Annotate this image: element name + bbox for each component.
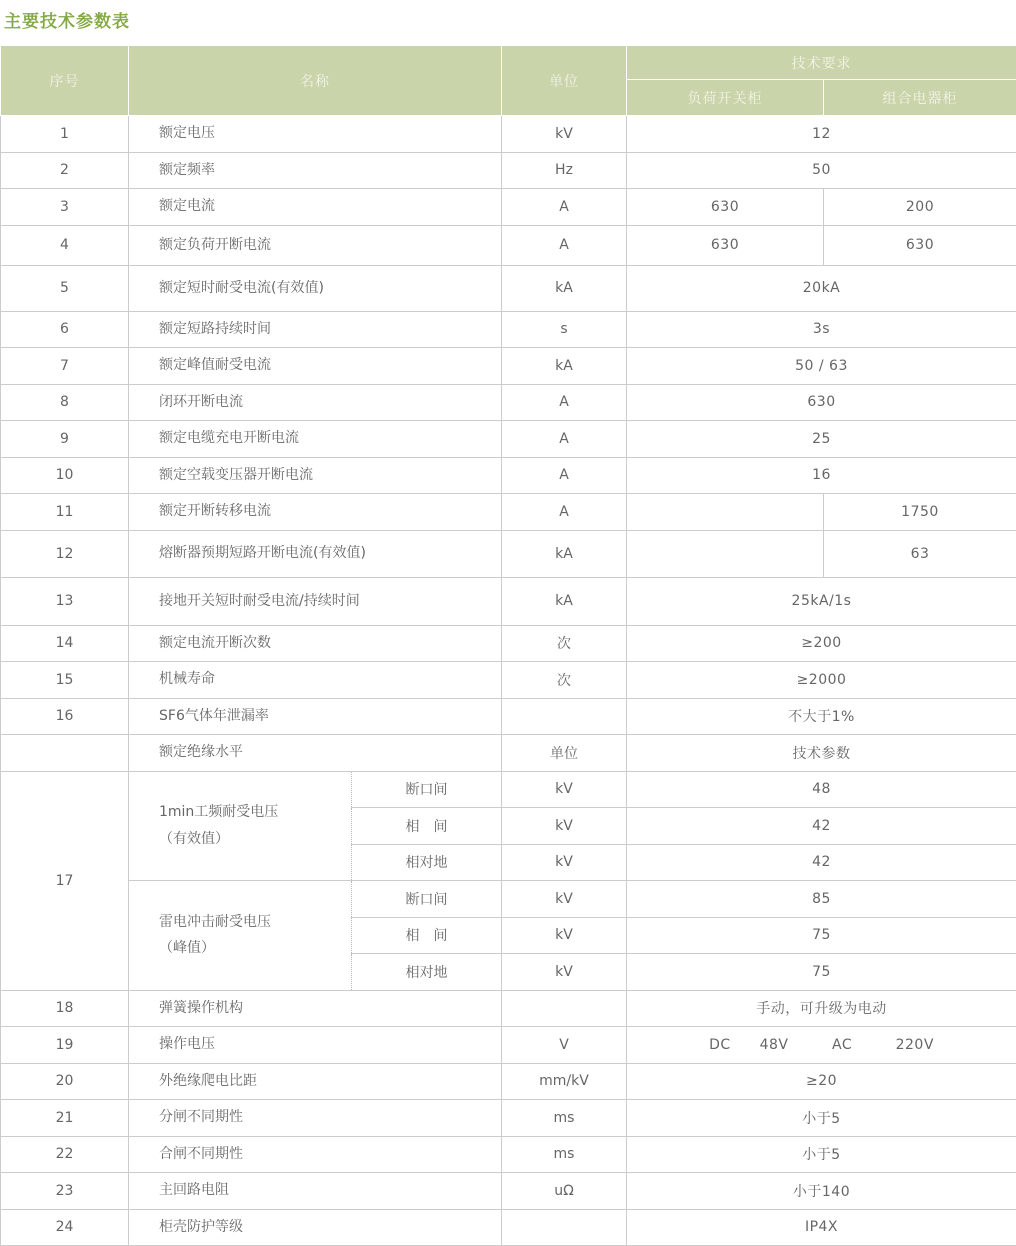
row-value: 42 [627, 844, 1016, 881]
row-value: 小于5 [627, 1136, 1016, 1173]
row-value: DC 48V AC 220V [627, 1027, 1016, 1064]
row-serial: 20 [1, 1063, 129, 1100]
row-name: 闭环开断电流 [129, 384, 502, 421]
row-name: 额定开断转移电流 [129, 494, 502, 531]
row-name: 额定负荷开断电流 [129, 225, 502, 265]
row-value: 技术参数 [627, 735, 1016, 772]
table-row [1, 152, 1016, 189]
row-unit [502, 990, 627, 1027]
row-name: 主回路电阻 [129, 1173, 502, 1210]
row-group-name [129, 881, 352, 991]
row-value-combined: 1750 [824, 494, 1016, 531]
row-serial: 13 [1, 577, 129, 625]
header-load-switch-cabinet: 负荷开关柜 [627, 80, 824, 116]
row-unit: A [502, 457, 627, 494]
table-row [1, 990, 1016, 1027]
row-unit: kV [502, 881, 627, 918]
row-unit: A [502, 225, 627, 265]
row-value: 25kA/1s [627, 577, 1016, 625]
row-unit: kV [502, 771, 627, 808]
table-body [1, 116, 1016, 1246]
row-unit: s [502, 311, 627, 348]
row-serial: 24 [1, 1209, 129, 1246]
row-unit: kV [502, 116, 627, 153]
table-row [1, 421, 1016, 458]
row-unit: A [502, 384, 627, 421]
row-name: 额定短路持续时间 [129, 311, 502, 348]
row-unit: kA [502, 265, 627, 311]
row-unit: mm/kV [502, 1063, 627, 1100]
row-name: SF6气体年泄漏率 [129, 698, 502, 735]
row-sub-label: 相 间 [352, 808, 502, 845]
row-value: ≥20 [627, 1063, 1016, 1100]
row-value-combined: 200 [824, 189, 1016, 226]
row-serial: 1 [1, 116, 129, 153]
row-serial: 15 [1, 662, 129, 699]
group-name-line1: 雷电冲击耐受电压 [159, 909, 351, 936]
row-unit: kV [502, 954, 627, 991]
row-name: 额定频率 [129, 152, 502, 189]
row-name: 机械寿命 [129, 662, 502, 699]
row-serial: 12 [1, 530, 129, 577]
row-name: 操作电压 [129, 1027, 502, 1064]
row-value: IP4X [627, 1209, 1016, 1246]
table-row [1, 771, 1016, 808]
row-value: 12 [627, 116, 1016, 153]
row-value: 16 [627, 457, 1016, 494]
row-unit: kA [502, 530, 627, 577]
row-unit: uΩ [502, 1173, 627, 1210]
row-value: 3s [627, 311, 1016, 348]
row-serial [1, 735, 129, 772]
row-value: 不大于1% [627, 698, 1016, 735]
table-row [1, 698, 1016, 735]
row-unit [502, 698, 627, 735]
table-row [1, 1136, 1016, 1173]
row-serial: 10 [1, 457, 129, 494]
row-name: 分闸不同期性 [129, 1100, 502, 1137]
row-value: 小于5 [627, 1100, 1016, 1137]
row-name: 外绝缘爬电比距 [129, 1063, 502, 1100]
row-name: 弹簧操作机构 [129, 990, 502, 1027]
table-row [1, 1063, 1016, 1100]
row-unit: 次 [502, 625, 627, 662]
row-value-load-switch [627, 494, 824, 531]
row-value: 50 [627, 152, 1016, 189]
row-sub-label: 断口间 [352, 881, 502, 918]
row-unit: kV [502, 808, 627, 845]
row-value-load-switch [627, 530, 824, 577]
table-row [1, 530, 1016, 577]
row-unit: 次 [502, 662, 627, 699]
row-sub-label: 断口间 [352, 771, 502, 808]
row-value: 75 [627, 917, 1016, 954]
table-row [1, 881, 1016, 918]
row-value: ≥200 [627, 625, 1016, 662]
table-row [1, 735, 1016, 772]
row-name: 额定电压 [129, 116, 502, 153]
row-serial: 23 [1, 1173, 129, 1210]
table-row [1, 1209, 1016, 1246]
row-serial: 6 [1, 311, 129, 348]
row-unit: A [502, 189, 627, 226]
table-row [1, 1027, 1016, 1064]
row-value: 20kA [627, 265, 1016, 311]
row-value: 48 [627, 771, 1016, 808]
row-unit: kA [502, 577, 627, 625]
row-serial: 14 [1, 625, 129, 662]
row-group-name [129, 771, 352, 881]
row-unit: V [502, 1027, 627, 1064]
row-name: 额定峰值耐受电流 [129, 348, 502, 385]
table-row [1, 189, 1016, 226]
row-value: 85 [627, 881, 1016, 918]
row-name: 额定电流开断次数 [129, 625, 502, 662]
group-name-line1: 1min工频耐受电压 [159, 799, 351, 826]
page-title: 主要技术参数表 [0, 0, 1016, 32]
row-serial: 22 [1, 1136, 129, 1173]
row-serial: 19 [1, 1027, 129, 1064]
row-serial: 3 [1, 189, 129, 226]
row-value: ≥2000 [627, 662, 1016, 699]
row-serial: 18 [1, 990, 129, 1027]
table-row [1, 265, 1016, 311]
row-name: 熔断器预期短路开断电流(有效值) [129, 530, 502, 577]
header-serial: 序号 [1, 46, 129, 116]
row-unit: kA [502, 348, 627, 385]
row-serial: 8 [1, 384, 129, 421]
table-row [1, 225, 1016, 265]
row-sub-label: 相对地 [352, 844, 502, 881]
row-serial: 21 [1, 1100, 129, 1137]
row-unit: kV [502, 917, 627, 954]
table-row [1, 625, 1016, 662]
row-serial: 11 [1, 494, 129, 531]
row-value-combined: 63 [824, 530, 1016, 577]
row-unit: kV [502, 844, 627, 881]
row-serial: 4 [1, 225, 129, 265]
row-name: 合闸不同期性 [129, 1136, 502, 1173]
row-name: 额定电流 [129, 189, 502, 226]
technical-parameters-table [0, 45, 1016, 1246]
header-row-top [1, 46, 1016, 80]
table-row [1, 348, 1016, 385]
row-serial: 7 [1, 348, 129, 385]
header-unit: 单位 [502, 46, 627, 116]
table-row [1, 494, 1016, 531]
row-serial-section: 17 [1, 771, 129, 990]
row-name: 接地开关短时耐受电流/持续时间 [129, 577, 502, 625]
row-value-combined: 630 [824, 225, 1016, 265]
row-serial: 5 [1, 265, 129, 311]
row-unit: A [502, 421, 627, 458]
header-name: 名称 [129, 46, 502, 116]
row-name: 额定电缆充电开断电流 [129, 421, 502, 458]
row-value: 小于140 [627, 1173, 1016, 1210]
row-serial: 9 [1, 421, 129, 458]
row-unit: ms [502, 1100, 627, 1137]
row-value: 50 / 63 [627, 348, 1016, 385]
row-name: 额定空载变压器开断电流 [129, 457, 502, 494]
row-value: 手动，可升级为电动 [627, 990, 1016, 1027]
row-sub-label: 相 间 [352, 917, 502, 954]
table-row [1, 1173, 1016, 1210]
row-serial: 2 [1, 152, 129, 189]
table-header [1, 46, 1016, 116]
row-unit: 单位 [502, 735, 627, 772]
group-name-line2: （峰值） [159, 935, 351, 962]
table-row [1, 384, 1016, 421]
header-tech-req: 技术要求 [627, 46, 1016, 80]
table-row [1, 116, 1016, 153]
table-row [1, 1100, 1016, 1137]
table-row [1, 577, 1016, 625]
row-unit: Hz [502, 152, 627, 189]
row-serial: 16 [1, 698, 129, 735]
row-unit: ms [502, 1136, 627, 1173]
row-name: 柜壳防护等级 [129, 1209, 502, 1246]
row-value: 75 [627, 954, 1016, 991]
group-name-line2: （有效值） [159, 826, 351, 853]
row-value: 630 [627, 384, 1016, 421]
table-row [1, 662, 1016, 699]
row-name: 额定短时耐受电流(有效值) [129, 265, 502, 311]
table-row [1, 457, 1016, 494]
row-sub-label: 相对地 [352, 954, 502, 991]
header-combined-cabinet: 组合电器柜 [824, 80, 1016, 116]
row-value: 25 [627, 421, 1016, 458]
row-value-load-switch: 630 [627, 189, 824, 226]
row-unit: A [502, 494, 627, 531]
row-value-load-switch: 630 [627, 225, 824, 265]
row-value: 42 [627, 808, 1016, 845]
row-unit [502, 1209, 627, 1246]
row-name: 额定绝缘水平 [129, 735, 502, 772]
table-row [1, 311, 1016, 348]
